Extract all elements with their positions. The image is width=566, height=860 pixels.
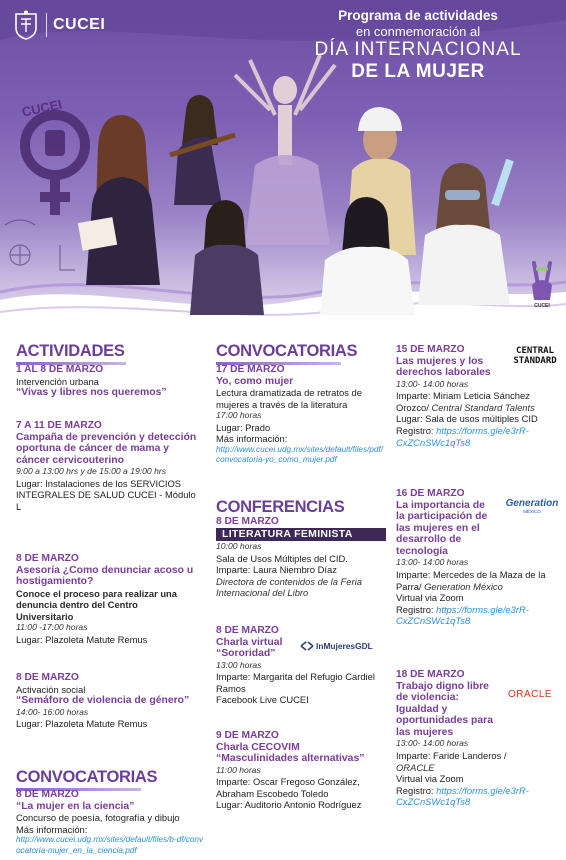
title-line-3: DÍA INTERNACIONAL — [314, 39, 522, 60]
hero-sign-text: CUCEI — [20, 96, 64, 120]
event-title: “Vivas y libres nos queremos” — [16, 387, 167, 399]
registration-label: Registro: — [396, 784, 437, 796]
event-title: Asesoría ¿Como denunciar acoso u hostigamiento? — [16, 564, 194, 588]
women-figures-icon — [78, 55, 510, 315]
event-hours: 13:00- 14:00 horas — [396, 378, 469, 389]
event-date: 18 DE MARZO — [396, 669, 465, 680]
event-type: Activación social — [16, 683, 86, 695]
university-crest-icon — [12, 10, 40, 40]
central-standard-logo-text: CENTRAL STANDARD — [513, 346, 557, 366]
event-place: Lugar: Plazoleta Matute Remus — [16, 718, 148, 730]
event-speaker: Imparte: Laura Niembro Díaz — [216, 564, 337, 576]
event-place: Virtual via Zoom — [396, 592, 464, 604]
event-hours: 14:00- 16:00 horas — [16, 706, 89, 717]
title-line-1: Programa de actividades — [338, 8, 498, 23]
event-title: “Semáforo de violencia de género” — [16, 695, 190, 707]
event-description: Lectura dramatizada de retratos de mujeres a través de la literatura — [216, 387, 362, 410]
event-speaker: Imparte: Margarita del Refugio Cardiel Ramos — [216, 671, 375, 694]
section-title-actividades: ACTIVIDADES — [16, 342, 125, 360]
central-standard-logo — [510, 346, 560, 366]
event-item — [216, 364, 386, 466]
event-hours: 11:00 -17:00 horas — [16, 622, 88, 633]
event-place: Lugar: Sala de usos múltiples CID — [396, 413, 538, 425]
registration-link[interactable]: https://forms.gle/e3rR-CxZCnSWc1qTs8 — [396, 603, 529, 627]
speaker-org: Central Standard Talents — [431, 401, 535, 413]
event-place: Lugar: Plazoleta Matute Remus — [16, 634, 148, 646]
event-title: Las mujeres y los derechos laborales — [396, 355, 491, 379]
event-date: 9 DE MARZO — [216, 730, 279, 741]
event-hours: 9:00 a 13:00 hrs y de 15:00 a 19:00 hrs — [16, 466, 167, 477]
event-date: 15 DE MARZO — [396, 344, 465, 355]
generation-logo-text: Generation — [505, 498, 559, 509]
event-place: Sala de Usos Múltiples del CID. — [216, 552, 348, 564]
feminist-symbol-icon — [25, 115, 85, 215]
section-title-convocatorias: CONVOCATORIAS — [216, 342, 358, 360]
generation-logo-sub: MÉXICO — [523, 509, 541, 514]
event-place: Virtual via Zoom — [396, 773, 464, 785]
event-hours: 10:00 horas — [216, 541, 262, 552]
event-place: Lugar: Auditorio Antonio Rodríguez — [216, 799, 362, 811]
event-place: Facebook Live CUCEI — [216, 694, 309, 706]
more-info-link[interactable]: http://www.cucei.udg.mx/sites/default/files/b-df/convocatoria-mujer_en_la_ciencia.pdf — [16, 835, 204, 855]
event-date: 8 DE MARZO — [16, 672, 79, 683]
cucei-logo — [12, 10, 105, 40]
event-subtitle: “Masculinidades alternativas” — [216, 753, 365, 765]
event-speaker: Imparte: Oscar Fregoso González, Abraham Escobedo Toledo — [216, 776, 360, 799]
header-banner — [0, 0, 566, 330]
inmujeres-icon — [300, 641, 314, 651]
event-hours: 11:00 horas — [216, 764, 261, 775]
event-date: 8 DE MARZO — [16, 553, 79, 564]
more-info-label: Más información: — [16, 823, 88, 835]
event-hours: 13:00- 14:00 horas — [396, 557, 469, 568]
logo-divider — [46, 13, 47, 37]
registration-link[interactable]: https://forms.gle/e3rR-CxZCnSWc1qTs8 — [396, 784, 529, 808]
event-date: 1 AL 8 DE MARZO — [16, 364, 104, 375]
more-info-label: Más información: — [216, 433, 288, 445]
event-description: Concurso de poesía, fotografía y dibujo — [16, 812, 180, 824]
org-name: CUCEI — [53, 16, 106, 33]
event-date: 16 DE MARZO — [396, 488, 465, 499]
event-hours: 17:00 horas — [216, 410, 262, 421]
event-description: Conoce el proceso para realizar una denuncia dentro del Centro Universitario — [16, 587, 177, 622]
title-line-2: en conmemoración al — [355, 24, 481, 39]
event-title: Trabajo digno libre de violencia: Igualdad y oportunidades para las mujeres — [396, 680, 493, 738]
inmujeres-logo — [300, 641, 373, 651]
event-item — [16, 364, 204, 399]
section-title-conferencias: CONFERENCIAS — [216, 498, 345, 516]
event-type: Intervención urbana — [16, 375, 99, 387]
event-title: La importancia de la participación de las mujeres en el desarrollo de tecnología — [396, 499, 488, 557]
oracle-logo-text: ORACLE — [507, 689, 553, 700]
hero-illustration — [0, 55, 566, 315]
inmujeres-logo-text: InMujeresGDL — [316, 641, 373, 651]
section-title-convocatorias: CONVOCATORIAS — [16, 768, 158, 786]
more-info-link[interactable]: http://www.cucei.udg.mx/sites/default/files/pdf/convocatoria-yo_como_mujer.pdf — [216, 445, 384, 465]
event-title: Charla CECOVIM — [216, 741, 300, 753]
registration-label: Registro: — [396, 425, 437, 437]
event-date: 17 DE MARZO — [216, 364, 285, 375]
event-date: 8 DE MARZO — [16, 789, 79, 800]
event-title: Campaña de prevención y detección oportuna de cáncer de mama y cáncer cervicouterino — [16, 431, 197, 466]
event-speaker: Imparte: Faride Landeros / — [396, 750, 507, 762]
event-item — [16, 420, 201, 513]
event-date: 7 A 11 DE MARZO — [16, 420, 102, 431]
event-item — [16, 672, 194, 730]
generation-logo — [504, 498, 560, 514]
event-subtitle: “Sororidad” — [216, 648, 276, 660]
event-place: Lugar: Instalaciones de los SERVICIOS INTEGRALES DE SALUD CUCEI - Módulo L — [16, 477, 196, 513]
registration-label: Registro: — [396, 603, 437, 615]
event-item — [16, 553, 194, 646]
event-tag: LITERATURA FEMINISTA — [216, 528, 386, 542]
speaker-role: Directora de contenidos de la Feria Internacional del Libro — [216, 575, 362, 599]
registration-link[interactable]: https://forms.gle/e3rR-CxZCnSWc1qTs8 — [396, 425, 529, 448]
event-title: “La mujer en la ciencia” — [16, 800, 135, 812]
event-title: Charla virtual — [216, 636, 283, 648]
oracle-logo — [500, 684, 560, 702]
corner-logo-caption: CUCEI — [534, 303, 550, 309]
event-speaker: Imparte: Mercedes de la Maza de la Parra/ — [396, 569, 546, 592]
event-date: 8 DE MARZO — [216, 625, 279, 636]
event-date: 8 DE MARZO — [216, 516, 279, 527]
event-item — [216, 730, 388, 811]
event-item — [16, 789, 204, 856]
event-place: Lugar: Prado — [216, 421, 271, 433]
event-item — [216, 516, 388, 599]
speaker-org: ORACLE — [396, 761, 435, 773]
event-speaker: Imparte: Miriam Leticia Sánchez Orozco/ — [396, 390, 530, 413]
speaker-org: Generation México — [424, 580, 503, 592]
event-hours: 13:00- 14:00 horas — [396, 738, 469, 749]
event-hours: 13:00 horas — [216, 659, 262, 670]
event-item — [216, 625, 388, 706]
title-line-4: DE LA MUJER — [351, 61, 485, 82]
event-title: Yo, como mujer — [216, 375, 294, 387]
